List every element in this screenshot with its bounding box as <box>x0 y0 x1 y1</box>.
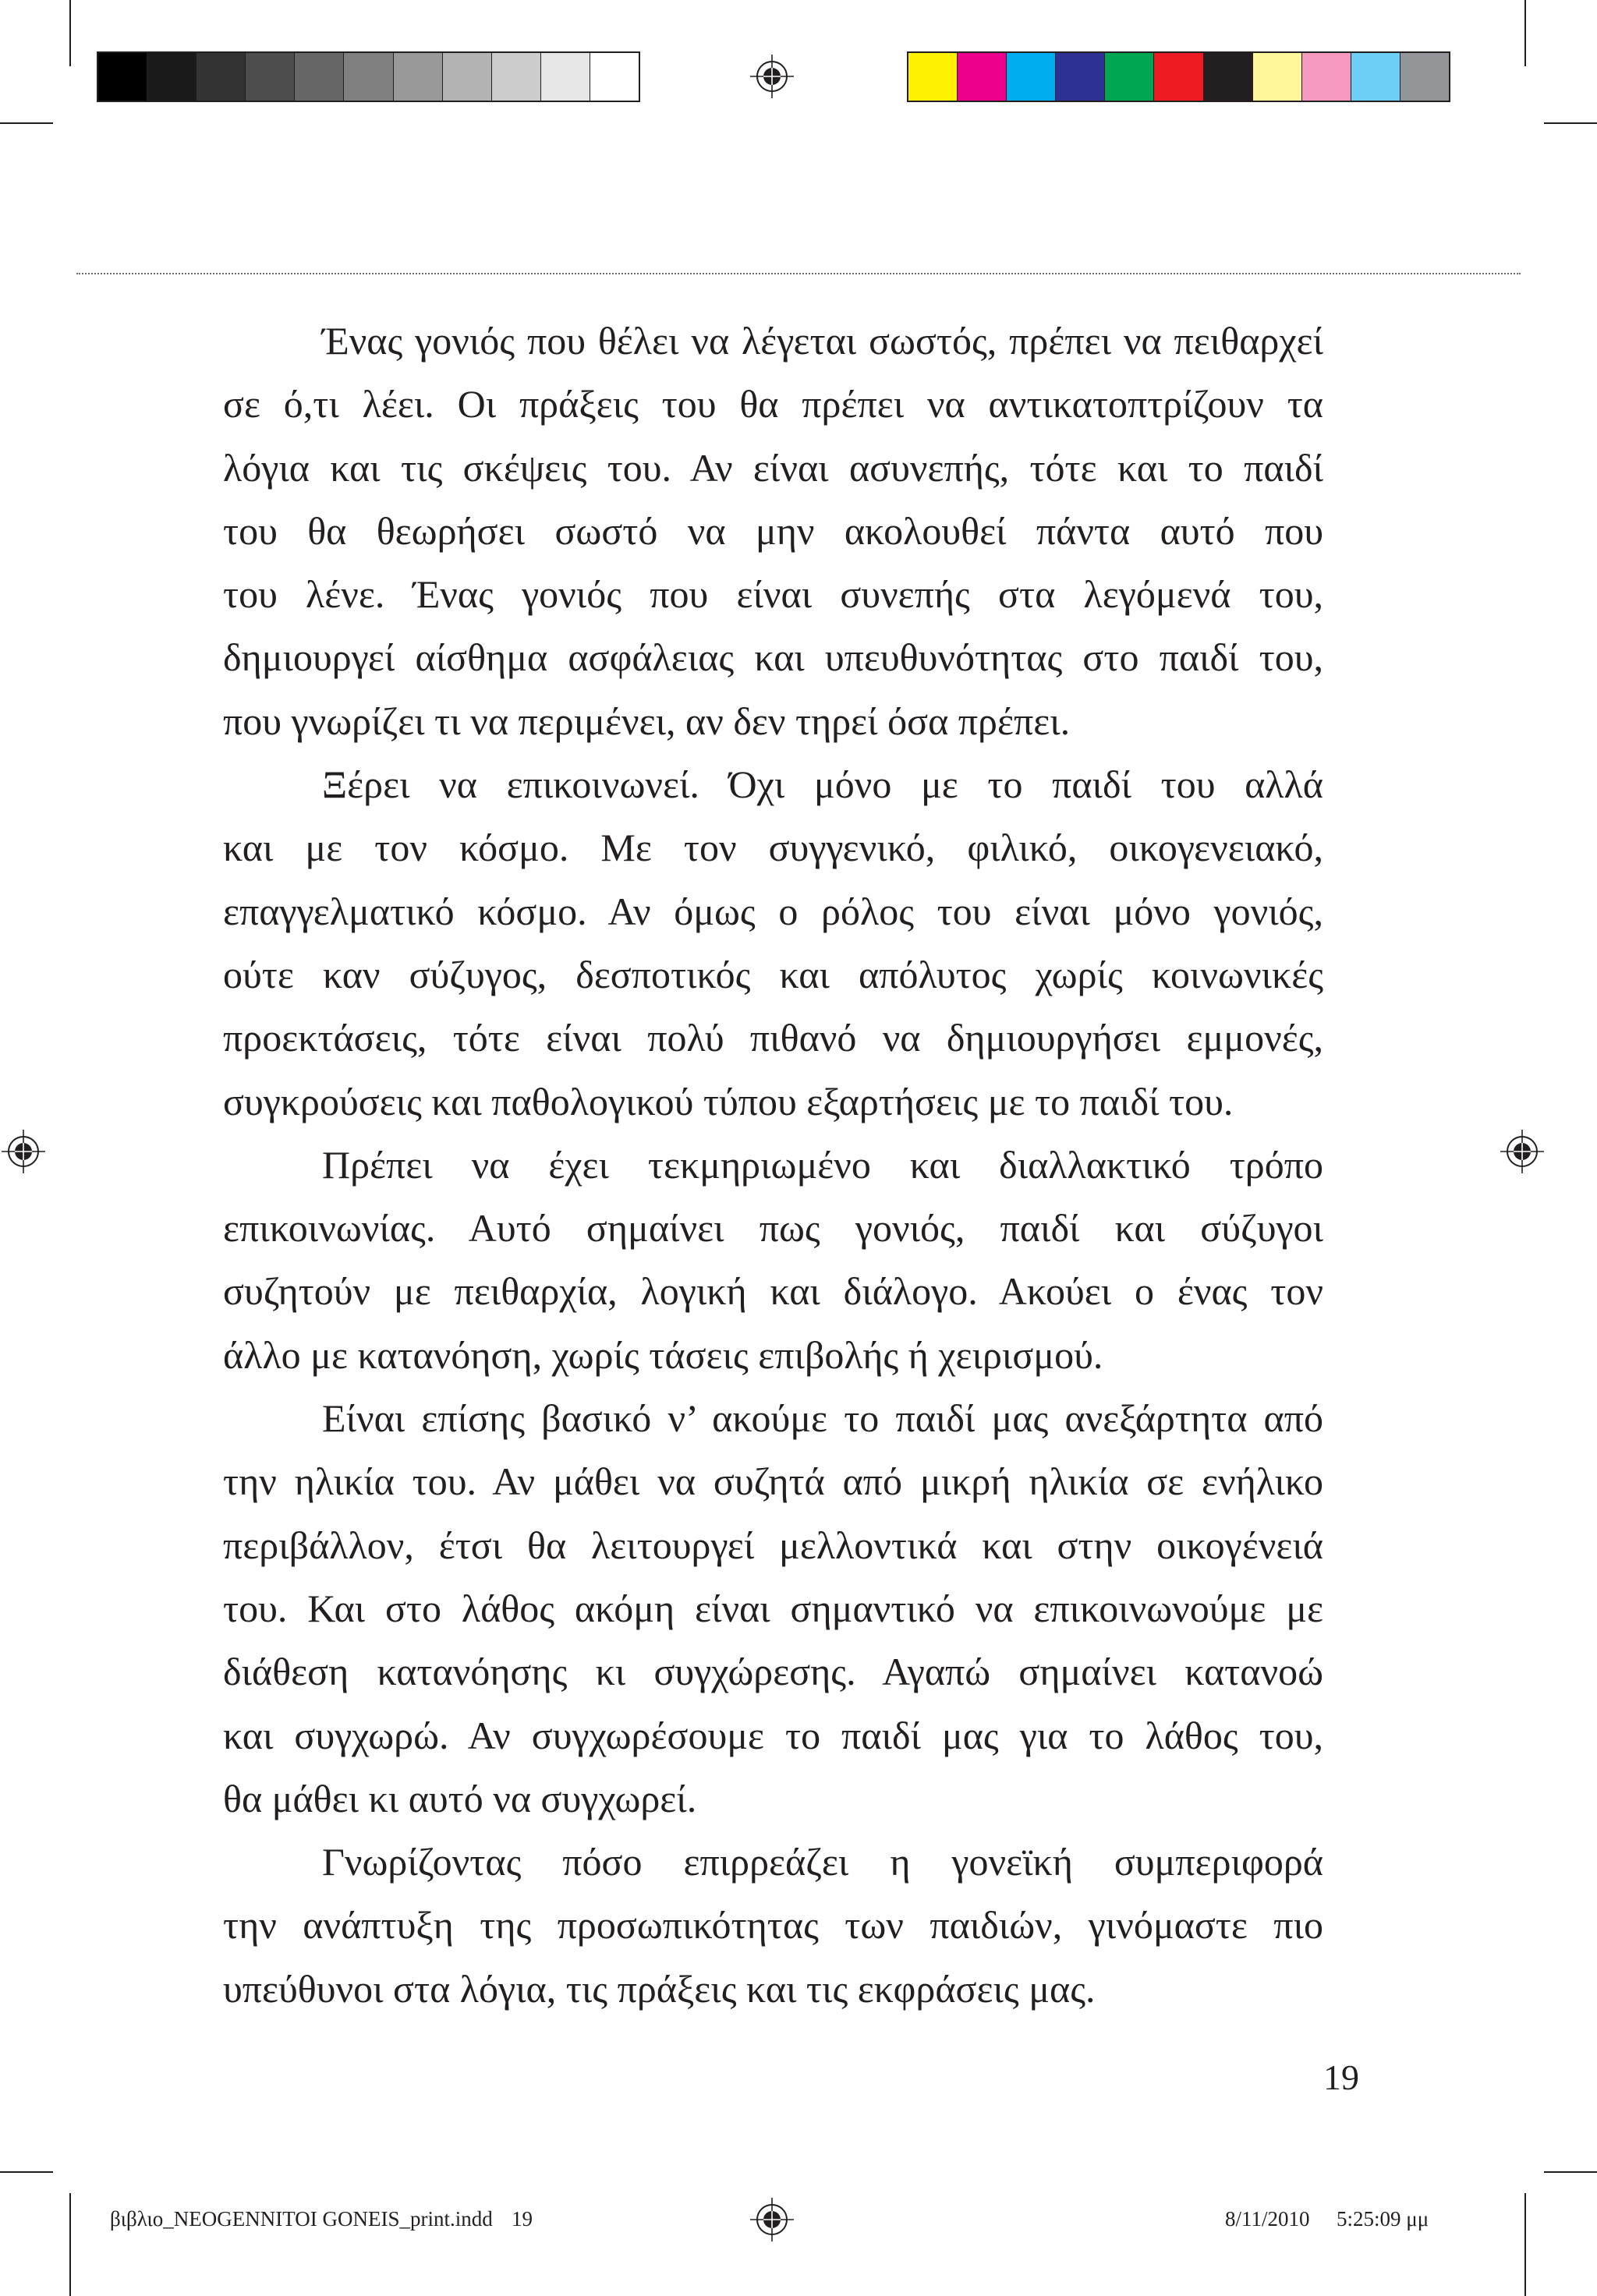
crop-mark-bottom-right-horizontal <box>1544 2171 1597 2173</box>
gray-swatch <box>197 53 246 101</box>
text-line: συζητούν με πειθαρχία, λογική και διάλογο. Ακούει ο ένας τον <box>223 1269 1323 1314</box>
color-bar <box>907 51 1450 102</box>
registration-mark-left-icon <box>2 1130 45 1173</box>
text-line: που γνωρίζει τι να περιμένει, αν δεν τηρεί όσα πρέπει. <box>223 699 1071 743</box>
registration-mark-right-icon <box>1500 1130 1544 1173</box>
crop-mark-bottom-right-vertical <box>1524 2193 1526 2296</box>
text-line: και συγχωρώ. Αν συγχωρέσουμε το παιδί μας για το λάθος του, <box>223 1713 1323 1757</box>
text-line: Γνωρίζοντας πόσο επιρρεάζει η γονεϊκή συμπεριφορά <box>322 1840 1323 1884</box>
text-line: του λένε. Ένας γονιός που είναι συνεπής στα λεγόμενά του, <box>223 572 1323 617</box>
color-swatch <box>1400 53 1449 101</box>
gray-swatch <box>394 53 443 101</box>
color-swatch <box>1056 53 1105 101</box>
paragraph <box>223 1134 1323 1387</box>
text-line: θα μάθει κι αυτό να συγχωρεί. <box>223 1776 697 1820</box>
registration-mark-top-icon <box>750 55 794 98</box>
text-line: διάθεση κατανόησης κι συγχώρεσης. Αγαπώ σημαίνει κατανοώ <box>223 1650 1323 1694</box>
crop-mark-bottom-left-vertical <box>69 2193 71 2296</box>
color-swatch <box>1105 53 1154 101</box>
crop-mark-top-right-vertical <box>1524 0 1526 66</box>
gray-swatch <box>492 53 541 101</box>
text-line: Ξέρει να επικοινωνεί. Όχι μόνο με το παιδί του αλλά <box>322 762 1323 807</box>
crop-mark-top-left-horizontal <box>0 122 53 124</box>
color-swatch <box>1204 53 1253 101</box>
text-line: του θα θεωρήσει σωστό να μην ακολουθεί πάντα αυτό που <box>223 508 1323 553</box>
gray-swatch <box>246 53 295 101</box>
crop-mark-bottom-left-horizontal <box>0 2171 53 2173</box>
text-line: άλλο με κατανόηση, χωρίς τάσεις επιβολής ή χειρισμού. <box>223 1332 1103 1377</box>
text-line: περιβάλλον, έτσι θα λειτουργεί μελλοντικά και στην οικογένειά <box>223 1523 1323 1567</box>
paragraph <box>223 753 1323 1134</box>
text-line: λόγια και τις σκέψεις του. Αν είναι ασυνεπής, τότε και το παιδί <box>223 445 1323 490</box>
gray-swatch <box>98 53 147 101</box>
color-swatch <box>1154 53 1203 101</box>
gray-swatch <box>541 53 590 101</box>
slug-file-name: βιβλιο_NEOGENNITOI GONEIS_print.indd <box>110 2207 493 2231</box>
text-line: και με τον κόσμο. Με τον συγγενικό, φιλικό, οικογενειακό, <box>223 826 1323 870</box>
grayscale-bar <box>97 51 640 102</box>
dotted-guide-line <box>76 273 1521 274</box>
text-line: επαγγελματικό κόσμο. Αν όμως ο ρόλος του είναι μόνο γονιός, <box>223 889 1323 933</box>
color-swatch <box>1302 53 1351 101</box>
registration-mark-bottom-icon <box>750 2198 794 2241</box>
text-line: σε ό,τι λέει. Οι πράξεις του θα πρέπει να αντικατοπτρίζουν τα <box>223 382 1323 426</box>
body-text <box>223 310 1323 2021</box>
paragraph <box>223 310 1323 753</box>
crop-mark-top-right-horizontal <box>1544 122 1597 124</box>
text-line: προεκτάσεις, τότε είναι πολύ πιθανό να δημιουργήσει εμμονές, <box>223 1016 1323 1060</box>
color-swatch <box>1007 53 1056 101</box>
page-number: 19 <box>1323 2057 1359 2097</box>
text-line: του. Και στο λάθος ακόμη είναι σημαντικό να επικοινωνούμε με <box>223 1586 1323 1630</box>
color-swatch <box>1253 53 1302 101</box>
text-line: υπεύθυνοι στα λόγια, τις πράξεις και τις εκφράσεις μας. <box>223 1966 1096 2011</box>
gray-swatch <box>344 53 393 101</box>
text-line: επικοινωνίας. Αυτό σημαίνει πως γονιός, παιδί και σύζυγοι <box>223 1206 1323 1251</box>
text-line: Είναι επίσης βασικό ν’ ακούμε το παιδί μας ανεξάρτητα από <box>322 1396 1323 1441</box>
color-swatch <box>1351 53 1400 101</box>
gray-swatch <box>443 53 492 101</box>
text-line: Ένας γονιός που θέλει να λέγεται σωστός, πρέπει να πειθαρχεί <box>322 319 1323 363</box>
text-line: Πρέπει να έχει τεκμηριωμένο και διαλλακτικό τρόπο <box>322 1142 1323 1187</box>
slug-page-number: 19 <box>512 2207 533 2231</box>
slug-date: 8/11/2010 <box>1225 2207 1310 2231</box>
gray-swatch <box>590 53 639 101</box>
gray-swatch <box>295 53 344 101</box>
text-line: την ηλικία του. Αν μάθει να συζητά από μικρή ηλικία σε ενήλικο <box>223 1459 1323 1504</box>
text-line: δημιουργεί αίσθημα ασφάλειας και υπευθυνότητας στο παιδί του, <box>223 635 1323 680</box>
color-swatch <box>908 53 958 101</box>
text-line: ούτε καν σύζυγος, δεσποτικός και απόλυτος χωρίς κοινωνικές <box>223 952 1323 996</box>
gray-swatch <box>147 53 197 101</box>
slug-time: 5:25:09 μμ <box>1337 2207 1429 2231</box>
text-line: συγκρούσεις και παθολογικού τύπου εξαρτήσεις με το παιδί του. <box>223 1079 1234 1123</box>
text-line: την ανάπτυξη της προσωπικότητας των παιδιών, γινόμαστε πιο <box>223 1903 1323 1948</box>
color-swatch <box>958 53 1007 101</box>
paragraph <box>223 1831 1323 2021</box>
paragraph <box>223 1387 1323 1831</box>
crop-mark-top-left-vertical <box>69 0 71 66</box>
